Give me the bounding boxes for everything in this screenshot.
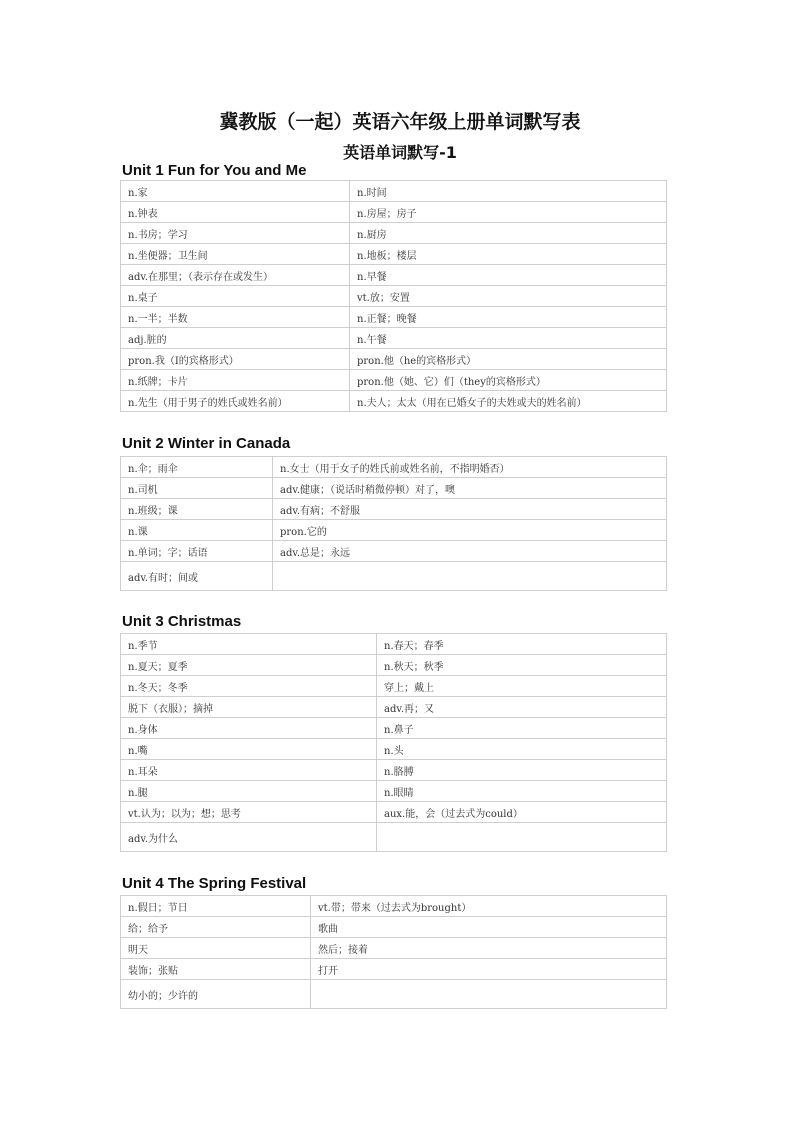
- table-cell: adv.在那里；（表示存在或发生）: [121, 265, 350, 286]
- unit-4-table: [120, 895, 667, 1009]
- table-row: [121, 760, 667, 781]
- table-cell: n.先生（用于男子的姓氏或姓名前）: [121, 391, 350, 412]
- unit-1-table: [120, 180, 667, 412]
- table-row: [121, 457, 667, 478]
- table-cell: 幼小的；少许的: [121, 980, 311, 1009]
- table-row: [121, 917, 667, 938]
- table-row: [121, 223, 667, 244]
- table-cell: pron.他（he的宾格形式）: [350, 349, 667, 370]
- table-cell: n.课: [121, 520, 273, 541]
- unit-4-heading: Unit 4 The Spring Festival: [122, 875, 307, 892]
- table-row: [121, 781, 667, 802]
- table-cell: n.腿: [121, 781, 377, 802]
- table-cell: vt.放；安置: [350, 286, 667, 307]
- table-row: [121, 541, 667, 562]
- table-cell: adj.脏的: [121, 328, 350, 349]
- unit-2-heading: Unit 2 Winter in Canada: [122, 435, 291, 452]
- table-cell: [377, 823, 667, 852]
- table-cell: n.一半；半数: [121, 307, 350, 328]
- table-row: [121, 676, 667, 697]
- table-cell: n.书房；学习: [121, 223, 350, 244]
- table-cell: 脱下（衣服）；摘掉: [121, 697, 377, 718]
- table-row: [121, 391, 667, 412]
- table-cell: n.纸牌；卡片: [121, 370, 350, 391]
- table-cell: n.厨房: [350, 223, 667, 244]
- table-cell: n.伞；雨伞: [121, 457, 273, 478]
- table-row: [121, 739, 667, 760]
- table-cell: [311, 980, 667, 1009]
- table-cell: adv.为什么: [121, 823, 377, 852]
- table-row: [121, 478, 667, 499]
- table-cell: n.眼睛: [377, 781, 667, 802]
- table-cell: [273, 562, 667, 591]
- table-row: [121, 802, 667, 823]
- page-subtitle: 英语单词默写-1: [343, 143, 457, 162]
- table-cell: n.夫人；太太（用在已婚女子的夫姓或夫的姓名前）: [350, 391, 667, 412]
- table-row: [121, 980, 667, 1009]
- table-cell: n.鼻子: [377, 718, 667, 739]
- table-row: [121, 562, 667, 591]
- table-row: [121, 307, 667, 328]
- table-cell: 歌曲: [311, 917, 667, 938]
- table-cell: 给；给予: [121, 917, 311, 938]
- table-row: [121, 896, 667, 917]
- table-row: [121, 244, 667, 265]
- table-cell: vt.带；带来（过去式为brought）: [311, 896, 667, 917]
- unit-1-heading: Unit 1 Fun for You and Me: [122, 162, 307, 179]
- table-cell: n.女士（用于女子的姓氏前或姓名前，不指明婚否）: [273, 457, 667, 478]
- table-cell: n.假日；节日: [121, 896, 311, 917]
- table-cell: n.身体: [121, 718, 377, 739]
- table-cell: 明天: [121, 938, 311, 959]
- table-row: [121, 655, 667, 676]
- unit-3-table: [120, 633, 667, 852]
- table-cell: n.班级；课: [121, 499, 273, 520]
- table-cell: n.房屋；房子: [350, 202, 667, 223]
- table-cell: n.秋天；秋季: [377, 655, 667, 676]
- table-cell: n.冬天；冬季: [121, 676, 377, 697]
- table-cell: n.耳朵: [121, 760, 377, 781]
- table-row: [121, 697, 667, 718]
- table-cell: adv.有病；不舒服: [273, 499, 667, 520]
- table-row: [121, 959, 667, 980]
- table-row: [121, 520, 667, 541]
- table-cell: n.早餐: [350, 265, 667, 286]
- unit-3-heading: Unit 3 Christmas: [122, 613, 242, 630]
- table-cell: adv.再；又: [377, 697, 667, 718]
- table-cell: n.单词；字；话语: [121, 541, 273, 562]
- table-cell: n.地板；楼层: [350, 244, 667, 265]
- table-cell: pron.他（她、它）们（they的宾格形式）: [350, 370, 667, 391]
- table-cell: 穿上；戴上: [377, 676, 667, 697]
- table-cell: n.钟表: [121, 202, 350, 223]
- table-row: [121, 370, 667, 391]
- table-cell: vt.认为；以为；想；思考: [121, 802, 377, 823]
- table-row: [121, 286, 667, 307]
- table-cell: pron.我（I的宾格形式）: [121, 349, 350, 370]
- table-row: [121, 823, 667, 852]
- table-row: [121, 181, 667, 202]
- page-title: 冀教版（一起）英语六年级上册单词默写表: [219, 111, 581, 133]
- table-row: [121, 499, 667, 520]
- table-cell: n.正餐；晚餐: [350, 307, 667, 328]
- unit-2-table: [120, 456, 667, 591]
- table-cell: n.嘴: [121, 739, 377, 760]
- table-row: [121, 328, 667, 349]
- table-cell: adv.总是；永远: [273, 541, 667, 562]
- table-cell: n.午餐: [350, 328, 667, 349]
- table-row: [121, 202, 667, 223]
- table-row: [121, 349, 667, 370]
- table-cell: n.家: [121, 181, 350, 202]
- table-row: [121, 938, 667, 959]
- table-cell: n.胳膊: [377, 760, 667, 781]
- table-cell: n.时间: [350, 181, 667, 202]
- table-cell: n.司机: [121, 478, 273, 499]
- table-row: [121, 265, 667, 286]
- table-cell: n.夏天；夏季: [121, 655, 377, 676]
- table-cell: 然后；接着: [311, 938, 667, 959]
- table-cell: pron.它的: [273, 520, 667, 541]
- table-row: [121, 718, 667, 739]
- table-row: [121, 634, 667, 655]
- table-cell: n.坐便器；卫生间: [121, 244, 350, 265]
- table-cell: 打开: [311, 959, 667, 980]
- table-cell: n.春天；春季: [377, 634, 667, 655]
- table-cell: aux.能，会（过去式为could）: [377, 802, 667, 823]
- table-cell: adv.健康；（说话时稍微停顿）对了，噢: [273, 478, 667, 499]
- table-cell: n.桌子: [121, 286, 350, 307]
- table-cell: n.季节: [121, 634, 377, 655]
- table-cell: 装饰；张贴: [121, 959, 311, 980]
- table-cell: n.头: [377, 739, 667, 760]
- table-cell: adv.有时；间或: [121, 562, 273, 591]
